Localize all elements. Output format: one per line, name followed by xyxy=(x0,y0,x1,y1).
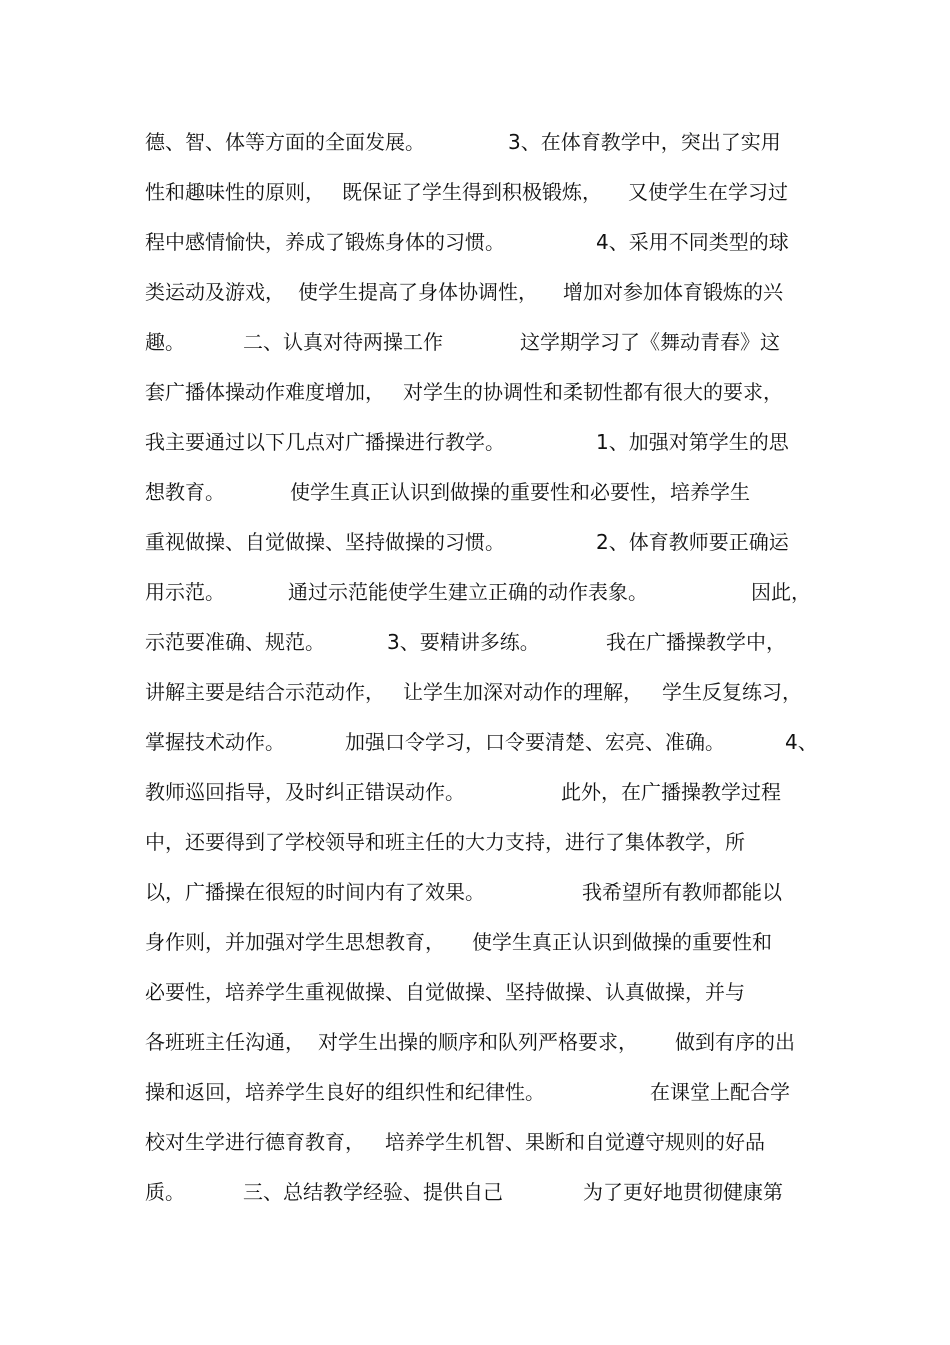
text-segment: 加强口令学习，口令要清楚、宏亮、准确。 xyxy=(345,730,725,754)
text-line xyxy=(145,367,805,417)
text-segment: 讲解主要是结合示范动作， xyxy=(145,680,385,704)
text-segment: 使学生真正认识到做操的重要性和必要性，培养学生 xyxy=(290,480,750,504)
text-segment: 3、要精讲多练。 xyxy=(387,630,540,654)
text-segment: 用示范。 xyxy=(145,580,225,604)
text-line xyxy=(145,917,805,967)
text-segment: 4、 xyxy=(785,730,818,754)
text-line xyxy=(145,217,805,267)
text-segment: 使学生提高了身体协调性， xyxy=(298,280,538,304)
text-segment: 德、智、体等方面的全面发展。 xyxy=(145,130,425,154)
text-segment: 操和返回，培养学生良好的组织性和纪律性。 xyxy=(145,1080,545,1104)
text-segment: 培养学生机智、果断和自觉遵守规则的好品 xyxy=(385,1130,765,1154)
text-segment: 二、认真对待两操工作 xyxy=(243,330,443,354)
text-line xyxy=(145,117,805,167)
text-segment: 校对生学进行德育教育， xyxy=(145,1130,365,1154)
text-segment: 三、总结教学经验、提供自己 xyxy=(243,1180,503,1204)
text-segment: 此外，在广播操教学过程 xyxy=(561,780,781,804)
text-line xyxy=(145,567,811,617)
text-segment: 4、采用不同类型的球 xyxy=(596,230,789,254)
text-segment: 做到有序的出 xyxy=(675,1030,795,1054)
text-segment: 因此， xyxy=(751,580,811,604)
text-segment: 程中感情愉快，养成了锻炼身体的习惯。 xyxy=(145,230,505,254)
text-line xyxy=(145,267,805,317)
text-segment: 3、在体育教学中，突出了实用 xyxy=(508,130,781,154)
text-segment: 想教育。 xyxy=(145,480,225,504)
text-line xyxy=(145,417,805,467)
text-segment: 2、体育教师要正确运 xyxy=(596,530,789,554)
text-segment: 我在广播操教学中， xyxy=(606,630,786,654)
text-line xyxy=(145,317,805,367)
text-segment: 各班班主任沟通， xyxy=(145,1030,305,1054)
text-segment: 掌握技术动作。 xyxy=(145,730,285,754)
text-segment: 1、加强对第学生的思 xyxy=(596,430,789,454)
text-segment: 这学期学习了《舞动青春》这 xyxy=(520,330,780,354)
text-line xyxy=(145,1117,805,1167)
text-line xyxy=(145,867,805,917)
text-segment: 示范要准确、规范。 xyxy=(145,630,325,654)
text-segment: 为了更好地贯彻健康第 xyxy=(583,1180,783,1204)
text-line xyxy=(145,817,805,867)
text-segment: 重视做操、自觉做操、坚持做操的习惯。 xyxy=(145,530,505,554)
text-segment: 学生反复练习， xyxy=(662,680,802,704)
text-segment: 使学生真正认识到做操的重要性和 xyxy=(472,930,772,954)
text-line xyxy=(145,617,805,667)
text-segment: 既保证了学生得到积极锻炼， xyxy=(342,180,602,204)
text-segment: 中，还要得到了学校领导和班主任的大力支持，进行了集体教学，所 xyxy=(145,830,745,854)
text-segment: 我希望所有教师都能以 xyxy=(582,880,782,904)
text-segment: 对学生的协调性和柔韧性都有很大的要求， xyxy=(403,380,783,404)
text-line xyxy=(145,167,805,217)
text-line xyxy=(145,1167,805,1217)
text-line xyxy=(145,967,805,1017)
text-segment: 必要性，培养学生重视做操、自觉做操、坚持做操、认真做操，并与 xyxy=(145,980,745,1004)
text-line xyxy=(145,1017,805,1067)
text-segment: 性和趣味性的原则， xyxy=(145,180,325,204)
text-line xyxy=(145,517,805,567)
text-segment: 以，广播操在很短的时间内有了效果。 xyxy=(145,880,485,904)
text-segment: 在课堂上配合学 xyxy=(650,1080,790,1104)
text-segment: 我主要通过以下几点对广播操进行教学。 xyxy=(145,430,505,454)
text-segment: 增加对参加体育锻炼的兴 xyxy=(563,280,783,304)
text-line xyxy=(145,467,805,517)
text-segment: 类运动及游戏， xyxy=(145,280,285,304)
text-segment: 通过示范能使学生建立正确的动作表象。 xyxy=(288,580,648,604)
text-segment: 身作则，并加强对学生思想教育， xyxy=(145,930,445,954)
text-line xyxy=(145,717,818,767)
text-line xyxy=(145,1067,805,1117)
text-segment: 又使学生在学习过 xyxy=(628,180,788,204)
text-segment: 对学生出操的顺序和队列严格要求， xyxy=(318,1030,638,1054)
text-segment: 教师巡回指导，及时纠正错误动作。 xyxy=(145,780,465,804)
text-line xyxy=(145,767,805,817)
text-segment: 套广播体操动作难度增加， xyxy=(145,380,385,404)
text-segment: 质。 xyxy=(145,1180,185,1204)
text-segment: 让学生加深对动作的理解， xyxy=(403,680,643,704)
text-line xyxy=(145,667,805,717)
text-segment: 趣。 xyxy=(145,330,185,354)
